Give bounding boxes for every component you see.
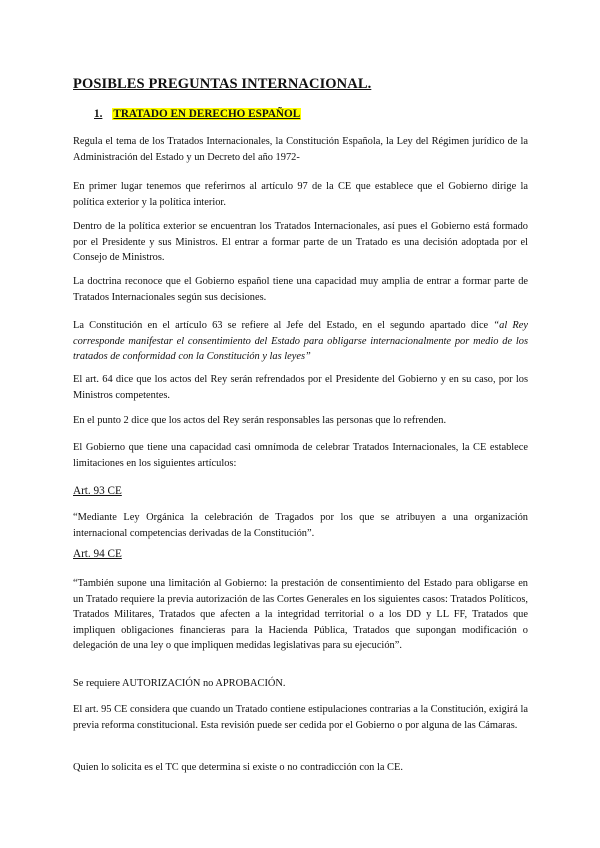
paragraph-doctrina: La doctrina reconoce que el Gobierno español tiene una capacidad muy amplia de entrar a formar parte de Tratados Internacionales según sus decisiones.	[73, 276, 528, 303]
paragraph-limitaciones: El Gobierno que tiene una capacidad casi omnímoda de celebrar Tratados Internacionales, la CE establece limitaciones en los siguientes artículos:	[73, 442, 528, 469]
paragraph-art95: El art. 95 CE considera que cuando un Tratado contiene estipulaciones contrarias a la Constitución, exigirá la previa reforma constitucional. Esta revisión puede ser cedida por el Gobierno o por alguna de las Cámaras.	[73, 704, 528, 731]
paragraph-art63	[73, 318, 528, 365]
section-heading	[94, 108, 301, 120]
paragraph-art63-quote: “al Rey corresponde manifestar el consentimiento del Estado para obligarse internacionalmente por medio de los tratados de conformidad con la Constitución y las leyes”	[73, 320, 529, 363]
section-number: 1.	[94, 108, 103, 120]
art94-heading: Art. 94 CE	[73, 548, 122, 560]
paragraph-politica-exterior: Dentro de la política exterior se encuentran los Tratados Internacionales, así pues el Gobierno está formado por el Presidente y sus Ministros. El entrar a formar parte de un Tratado es una decisión adoptada por el Consejo de Ministros.	[73, 221, 528, 264]
paragraph-art97: En primer lugar tenemos que referirnos al artículo 97 de la CE que establece que el Gobierno dirige la política exterior y la política interior.	[73, 181, 528, 208]
paragraph-autorizacion: Se requiere AUTORIZACIÓN no APROBACIÓN.	[73, 678, 286, 689]
paragraph-art64: El art. 64 dice que los actos del Rey serán refrendados por el Presidente del Gobierno y en su caso, por los Ministros competentes.	[73, 374, 528, 401]
paragraph-art63-text: La Constitución en el artículo 63 se refiere al Jefe del Estado, en el segundo apartado dice	[73, 320, 494, 331]
art93-heading: Art. 93 CE	[73, 485, 122, 497]
paragraph-tc: Quien lo solicita es el TC que determina si existe o no contradicción con la CE.	[73, 762, 403, 773]
document-title: POSIBLES PREGUNTAS INTERNACIONAL.	[73, 76, 372, 92]
paragraph-intro: Regula el tema de los Tratados Internacionales, la Constitución Española, la Ley del Régimen jurídico de la Administración del Estado y un Decreto del año 1972-	[73, 136, 528, 163]
paragraph-art93: “Mediante Ley Orgánica la celebración de Tragados por los que se atribuyen a una organización internacional competencias derivadas de la Constitución”.	[73, 512, 528, 539]
paragraph-punto2: En el punto 2 dice que los actos del Rey serán responsables las personas que lo refrenden.	[73, 415, 447, 426]
section-title: TRATADO EN DERECHO ESPAÑOL	[113, 108, 301, 120]
paragraph-art94: “También supone una limitación al Gobierno: la prestación de consentimiento del Estado para obligarse en un Tratado requiere la previa autorización de las Cortes Generales en los siguientes casos: Tratados Políticos, Tratados Militares, Tratados que afecten a la integridad territorial o a los DD y LL FF, Tratados que impliquen obligaciones financieras para la Hacienda Pública, Tratados que supongan modificación o delegación de una ley o que impliquen medidas legislativas para su ejecución”.	[73, 578, 528, 652]
